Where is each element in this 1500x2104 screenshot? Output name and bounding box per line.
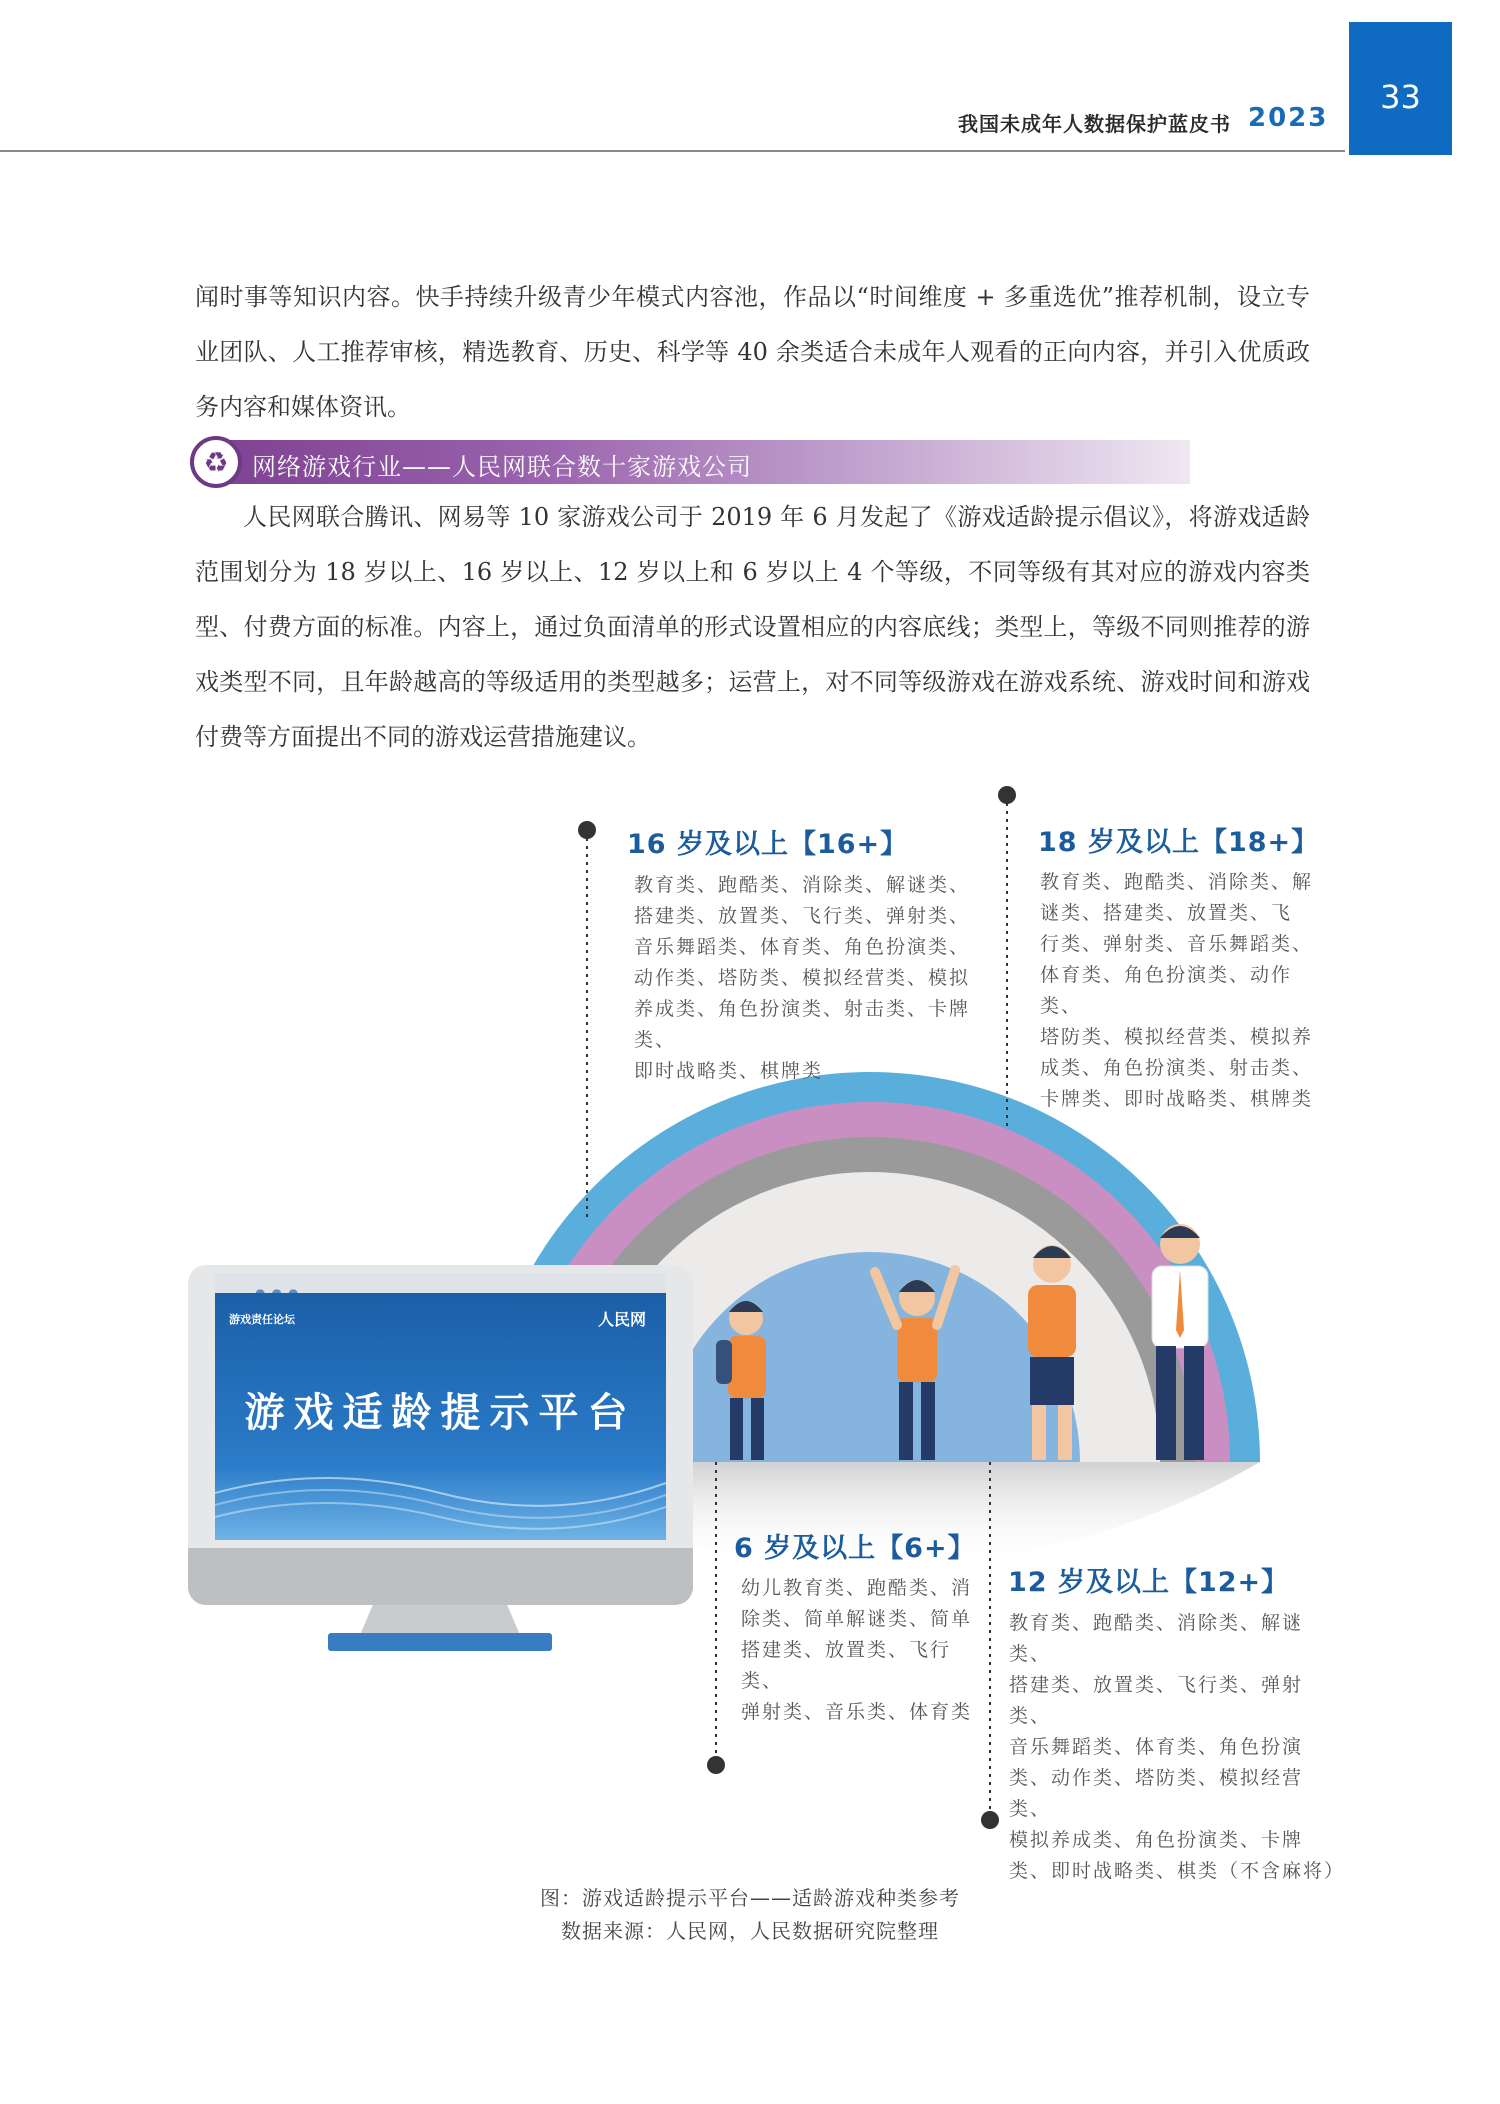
screen-wave-decoration: [215, 1293, 666, 1540]
tier-18-title: 18 岁及以上【18+】: [1038, 827, 1320, 858]
figure-source: 数据来源：人民网，人民数据研究院整理: [561, 1919, 939, 1943]
monitor-topbar: [215, 1273, 666, 1293]
marker-16-plus: [578, 821, 596, 839]
recycle-icon: ♻: [190, 436, 242, 488]
marker-12-plus: [981, 1811, 999, 1829]
body-paragraph-1: 闻时事等知识内容。快手持续升级青少年模式内容池，作品以“时间维度 + 多重选优”推荐机制，设立专业团队、人工推荐审核，精选教育、历史、科学等 40 余类适合未成年人观看的正向内容，并引入优质政务内容和媒体资讯。: [195, 283, 1310, 421]
figure-caption: 图：游戏适龄提示平台——适龄游戏种类参考: [540, 1886, 960, 1910]
section-heading-title: 网络游戏行业——人民网联合数十家游戏公司: [252, 453, 752, 481]
tier-12-title: 12 岁及以上【12+】: [1008, 1567, 1290, 1598]
tier-6-list: 幼儿教育类、跑酷类、消 除类、简单解谜类、简单 搭建类、放置类、飞行类、 弹射类、音乐类、体育类: [741, 1577, 973, 1723]
marker-6-plus: [707, 1756, 725, 1774]
tier-16-list: 教育类、跑酷类、消除类、解谜类、 搭建类、放置类、飞行类、弹射类、 音乐舞蹈类、体育类、角色扮演类、 动作类、塔防类、模拟经营类、模拟 养成类、角色扮演类、射击类、卡牌类、 即时战略类、棋牌类: [634, 874, 971, 1082]
tier-6-title: 6 岁及以上【6+】: [734, 1533, 976, 1564]
forum-logo: 游戏责任论坛: [229, 1313, 295, 1326]
monitor-illustration: [188, 1265, 693, 1605]
tier-12-list: 教育类、跑酷类、消除类、解谜类、 搭建类、放置类、飞行类、弹射类、 音乐舞蹈类、体育类、角色扮演 类、动作类、塔防类、模拟经营类、 模拟养成类、角色扮演类、卡牌 类、即时战略类、棋类（不含麻将）: [1009, 1612, 1346, 1882]
people-logo: 人民网: [597, 1310, 646, 1329]
monitor-chin: [188, 1548, 693, 1605]
marker-18-plus: [998, 786, 1016, 804]
monitor-title: 游戏适龄提示平台: [244, 1390, 637, 1436]
monitor-stand-neck: [360, 1605, 520, 1635]
header-title: 我国未成年人数据保护蓝皮书: [958, 112, 1231, 136]
tier-18-list: 教育类、跑酷类、消除类、解 谜类、搭建类、放置类、飞 行类、弹射类、音乐舞蹈类、 体育类、角色扮演类、动作类、 塔防类、模拟经营类、模拟养 成类、角色扮演类、射击类、 卡牌类、即时战略类、棋牌类: [1040, 871, 1314, 1110]
monitor-stand-base: [328, 1633, 552, 1651]
page-number: 33: [1380, 78, 1421, 116]
header-year: 2023: [1248, 103, 1329, 133]
body-paragraph-2: 人民网联合腾讯、网易等 10 家游戏公司于 2019 年 6 月发起了《游戏适龄提示倡议》，将游戏适龄范围划分为 18 岁以上、16 岁以上、12 岁以上和 6 岁以上 4 个等级，不同等级有其对应的游戏内容类型、付费方面的标准。内容上，通过负面清单的形式设置相应的内容底线；类型上，等级不同则推荐的游戏类型不同，且年龄越高的等级适用的类型越多；运营上，对不同等级游戏在游戏系统、游戏时间和游戏付费等方面提出不同的游戏运营措施建议。: [195, 503, 1310, 751]
monitor-screen: [215, 1293, 666, 1540]
tier-16-title: 16 岁及以上【16+】: [627, 829, 909, 860]
